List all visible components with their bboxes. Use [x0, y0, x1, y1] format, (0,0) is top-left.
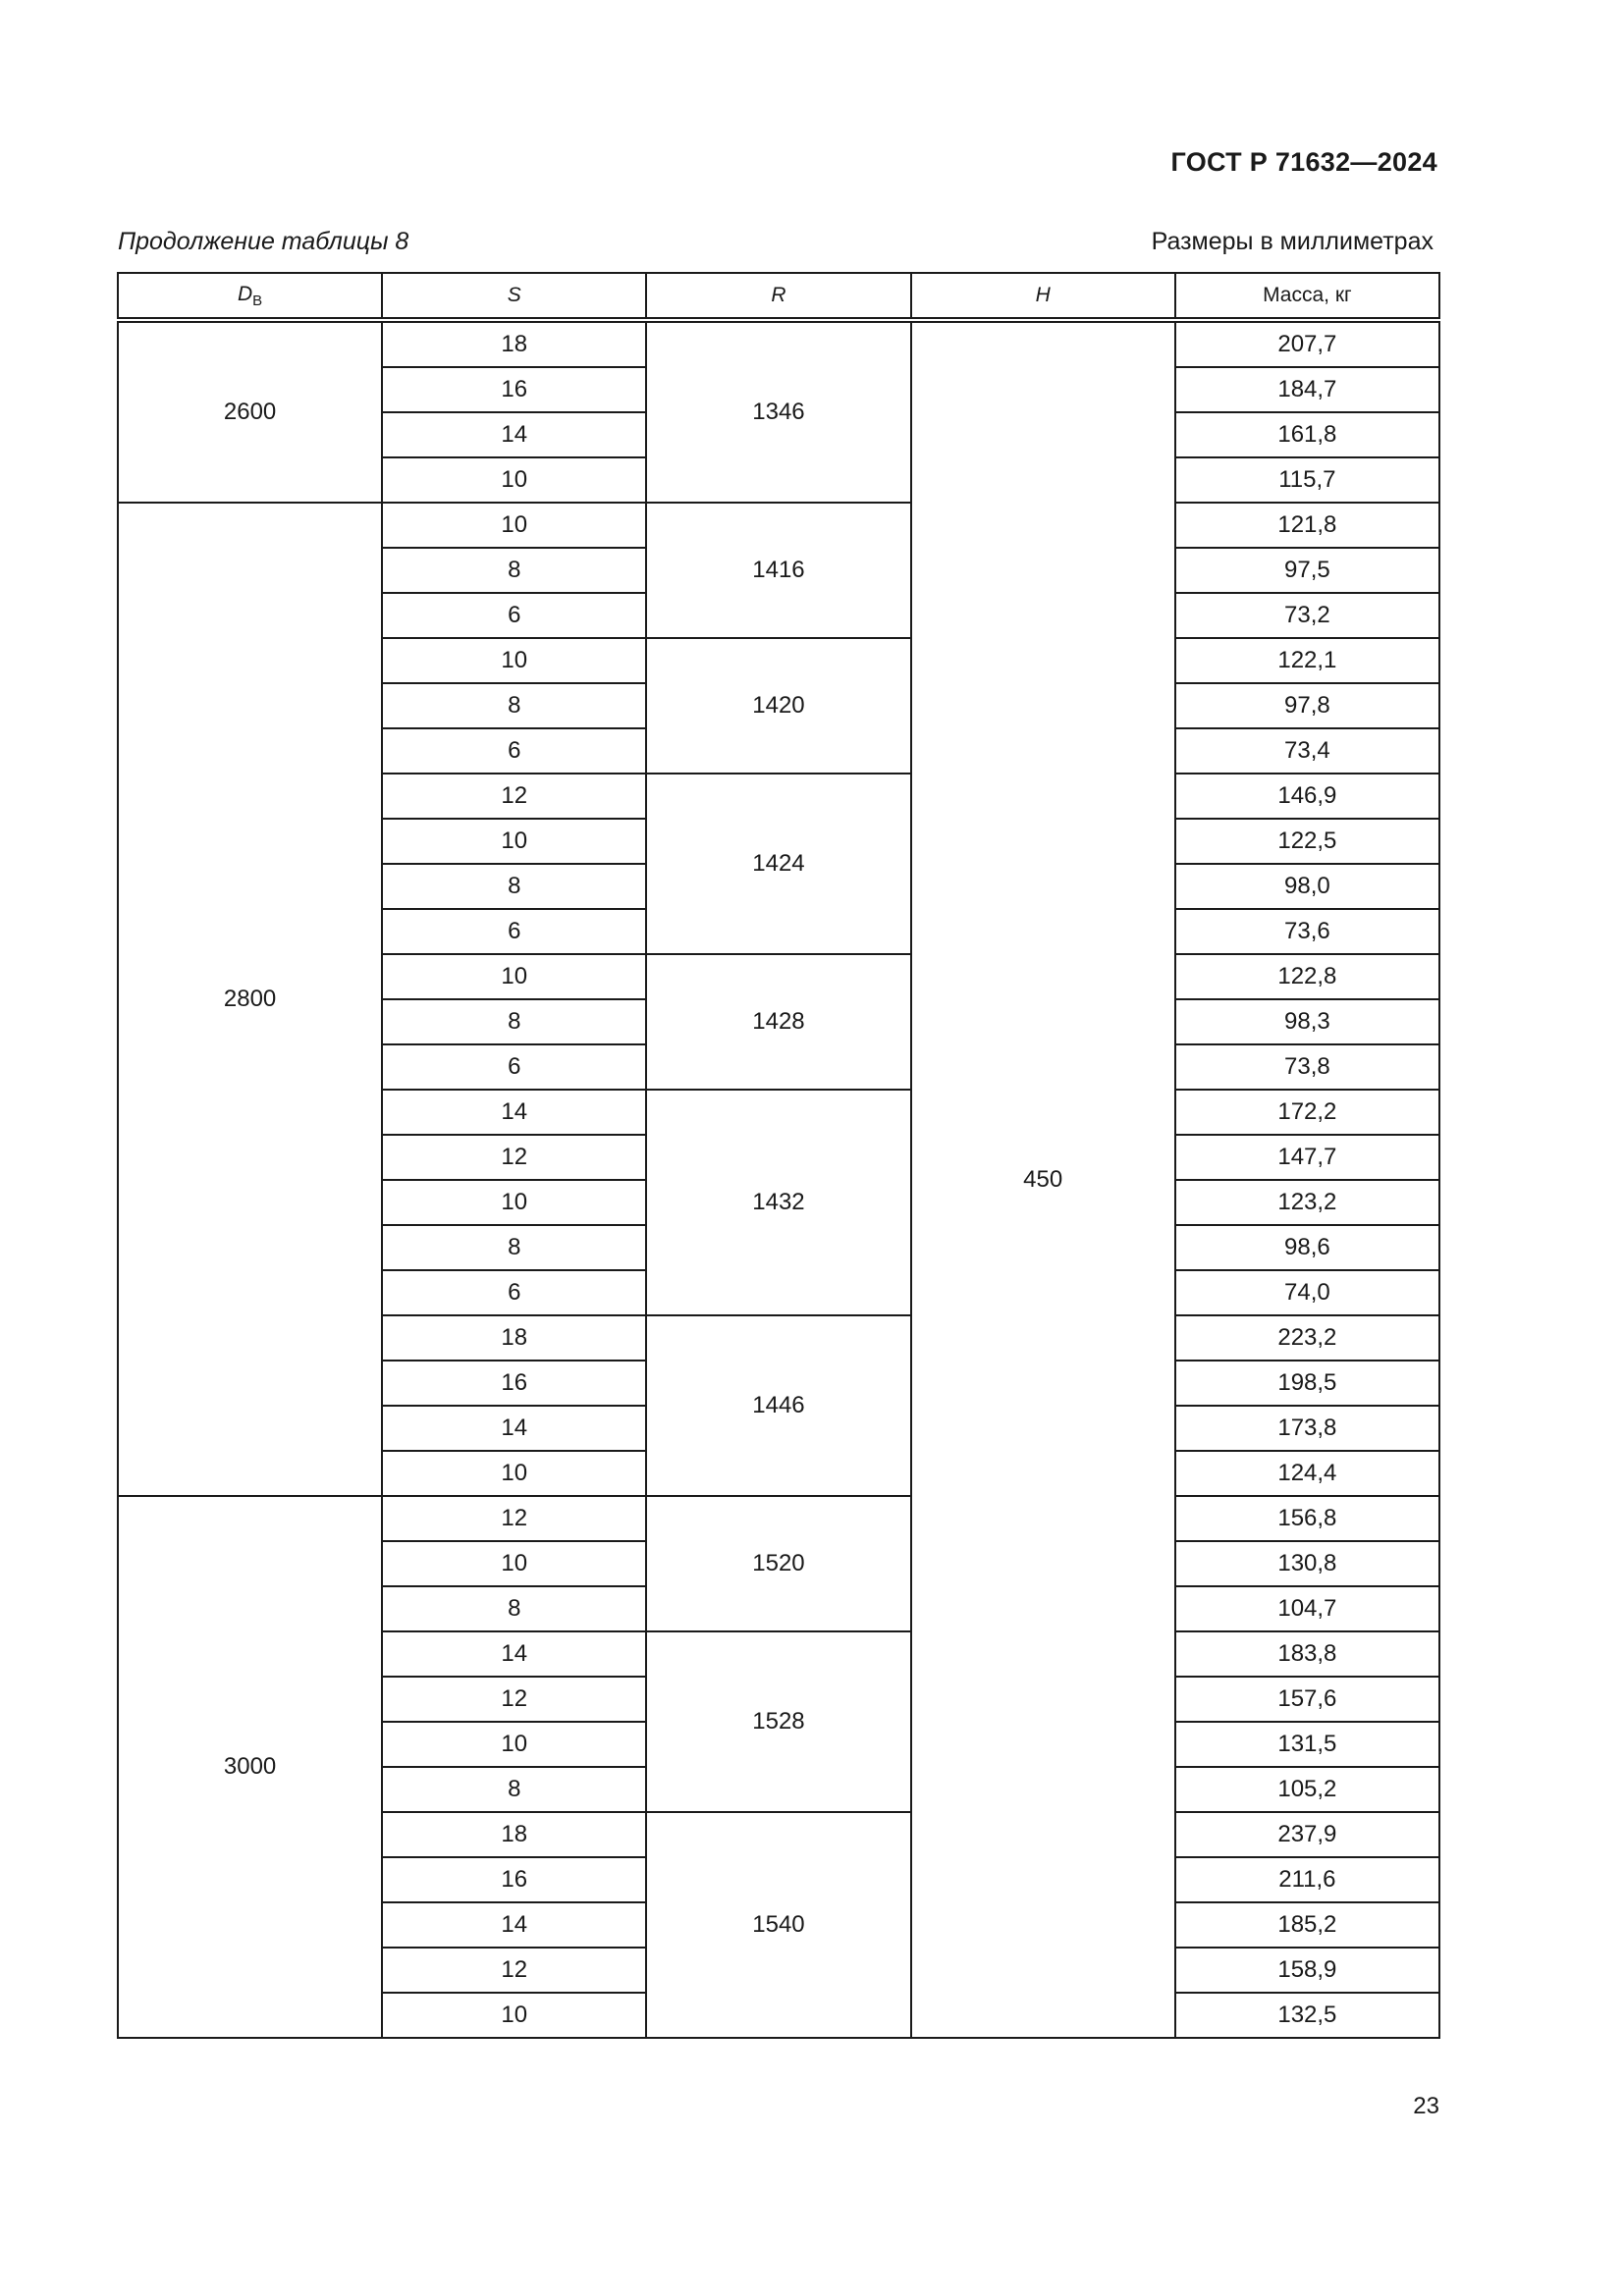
table-caption: Продолжение таблицы 8	[118, 228, 409, 255]
cell-s: 10	[382, 1180, 646, 1225]
cell-s: 8	[382, 999, 646, 1044]
cell-s: 18	[382, 320, 646, 367]
cell-s: 12	[382, 1135, 646, 1180]
cell-mass: 98,0	[1175, 864, 1439, 909]
cell-s: 10	[382, 954, 646, 999]
cell-s: 16	[382, 1361, 646, 1406]
cell-mass: 73,8	[1175, 1044, 1439, 1090]
cell-s: 18	[382, 1812, 646, 1857]
cell-r: 1428	[646, 954, 910, 1090]
cell-mass: 237,9	[1175, 1812, 1439, 1857]
cell-mass: 173,8	[1175, 1406, 1439, 1451]
cell-s: 10	[382, 503, 646, 548]
cell-s: 12	[382, 1677, 646, 1722]
cell-mass: 105,2	[1175, 1767, 1439, 1812]
cell-db: 2600	[118, 320, 382, 503]
cell-mass: 172,2	[1175, 1090, 1439, 1135]
cell-s: 6	[382, 593, 646, 638]
cell-s: 14	[382, 412, 646, 457]
cell-r: 1446	[646, 1315, 910, 1496]
units-note: Размеры в миллиметрах	[1151, 228, 1434, 255]
table-row	[118, 320, 1439, 367]
cell-s: 12	[382, 1948, 646, 1993]
cell-s: 8	[382, 1586, 646, 1631]
table-row	[118, 1496, 1439, 1541]
cell-db: 2800	[118, 503, 382, 1496]
cell-mass: 122,8	[1175, 954, 1439, 999]
cell-mass: 73,4	[1175, 728, 1439, 774]
cell-s: 18	[382, 1315, 646, 1361]
cell-mass: 122,5	[1175, 819, 1439, 864]
column-header-s: S	[382, 273, 646, 320]
dimensions-table	[117, 272, 1440, 2039]
cell-mass: 198,5	[1175, 1361, 1439, 1406]
cell-s: 10	[382, 819, 646, 864]
cell-s: 8	[382, 1225, 646, 1270]
table-header-row	[118, 273, 1439, 320]
cell-mass: 74,0	[1175, 1270, 1439, 1315]
cell-s: 6	[382, 909, 646, 954]
cell-mass: 156,8	[1175, 1496, 1439, 1541]
cell-s: 8	[382, 548, 646, 593]
cell-mass: 121,8	[1175, 503, 1439, 548]
cell-mass: 207,7	[1175, 320, 1439, 367]
cell-s: 6	[382, 1270, 646, 1315]
cell-r: 1416	[646, 503, 910, 638]
cell-s: 8	[382, 864, 646, 909]
cell-s: 6	[382, 728, 646, 774]
cell-mass: 104,7	[1175, 1586, 1439, 1631]
cell-s: 14	[382, 1090, 646, 1135]
cell-s: 14	[382, 1902, 646, 1948]
cell-mass: 183,8	[1175, 1631, 1439, 1677]
cell-r: 1432	[646, 1090, 910, 1315]
cell-mass: 131,5	[1175, 1722, 1439, 1767]
cell-mass: 223,2	[1175, 1315, 1439, 1361]
cell-mass: 184,7	[1175, 367, 1439, 412]
cell-mass: 157,6	[1175, 1677, 1439, 1722]
cell-mass: 211,6	[1175, 1857, 1439, 1902]
cell-r: 1420	[646, 638, 910, 774]
cell-s: 6	[382, 1044, 646, 1090]
cell-mass: 97,8	[1175, 683, 1439, 728]
column-header-db-main: D	[238, 282, 253, 305]
column-header-mass: Масса, кг	[1175, 273, 1439, 320]
cell-mass: 122,1	[1175, 638, 1439, 683]
cell-mass: 97,5	[1175, 548, 1439, 593]
cell-mass: 98,6	[1175, 1225, 1439, 1270]
cell-mass: 73,2	[1175, 593, 1439, 638]
cell-r: 1520	[646, 1496, 910, 1631]
cell-mass: 147,7	[1175, 1135, 1439, 1180]
cell-s: 16	[382, 367, 646, 412]
cell-s: 10	[382, 1541, 646, 1586]
cell-mass: 185,2	[1175, 1902, 1439, 1948]
cell-s: 14	[382, 1406, 646, 1451]
cell-mass: 161,8	[1175, 412, 1439, 457]
cell-r: 1346	[646, 320, 910, 503]
cell-s: 12	[382, 774, 646, 819]
cell-s: 10	[382, 1451, 646, 1496]
cell-db: 3000	[118, 1496, 382, 2038]
cell-mass: 146,9	[1175, 774, 1439, 819]
column-header-h: H	[911, 273, 1175, 320]
cell-mass: 132,5	[1175, 1993, 1439, 2038]
table-body	[118, 320, 1439, 2038]
cell-s: 12	[382, 1496, 646, 1541]
cell-r: 1540	[646, 1812, 910, 2038]
cell-s: 8	[382, 1767, 646, 1812]
cell-mass: 123,2	[1175, 1180, 1439, 1225]
cell-mass: 98,3	[1175, 999, 1439, 1044]
cell-mass: 130,8	[1175, 1541, 1439, 1586]
cell-r: 1424	[646, 774, 910, 954]
table-row	[118, 503, 1439, 548]
page-number: 23	[1413, 2093, 1439, 2119]
column-header-db-subscript: B	[252, 292, 263, 309]
cell-s: 10	[382, 1993, 646, 2038]
cell-s: 10	[382, 1722, 646, 1767]
document-code: ГОСТ Р 71632—2024	[1170, 147, 1437, 177]
cell-s: 10	[382, 638, 646, 683]
cell-h: 450	[911, 320, 1175, 2038]
cell-s: 10	[382, 457, 646, 503]
cell-mass: 124,4	[1175, 1451, 1439, 1496]
cell-s: 16	[382, 1857, 646, 1902]
cell-mass: 115,7	[1175, 457, 1439, 503]
column-header-db	[118, 273, 382, 320]
cell-s: 8	[382, 683, 646, 728]
column-header-r: R	[646, 273, 910, 320]
cell-mass: 73,6	[1175, 909, 1439, 954]
cell-s: 14	[382, 1631, 646, 1677]
cell-r: 1528	[646, 1631, 910, 1812]
cell-mass: 158,9	[1175, 1948, 1439, 1993]
